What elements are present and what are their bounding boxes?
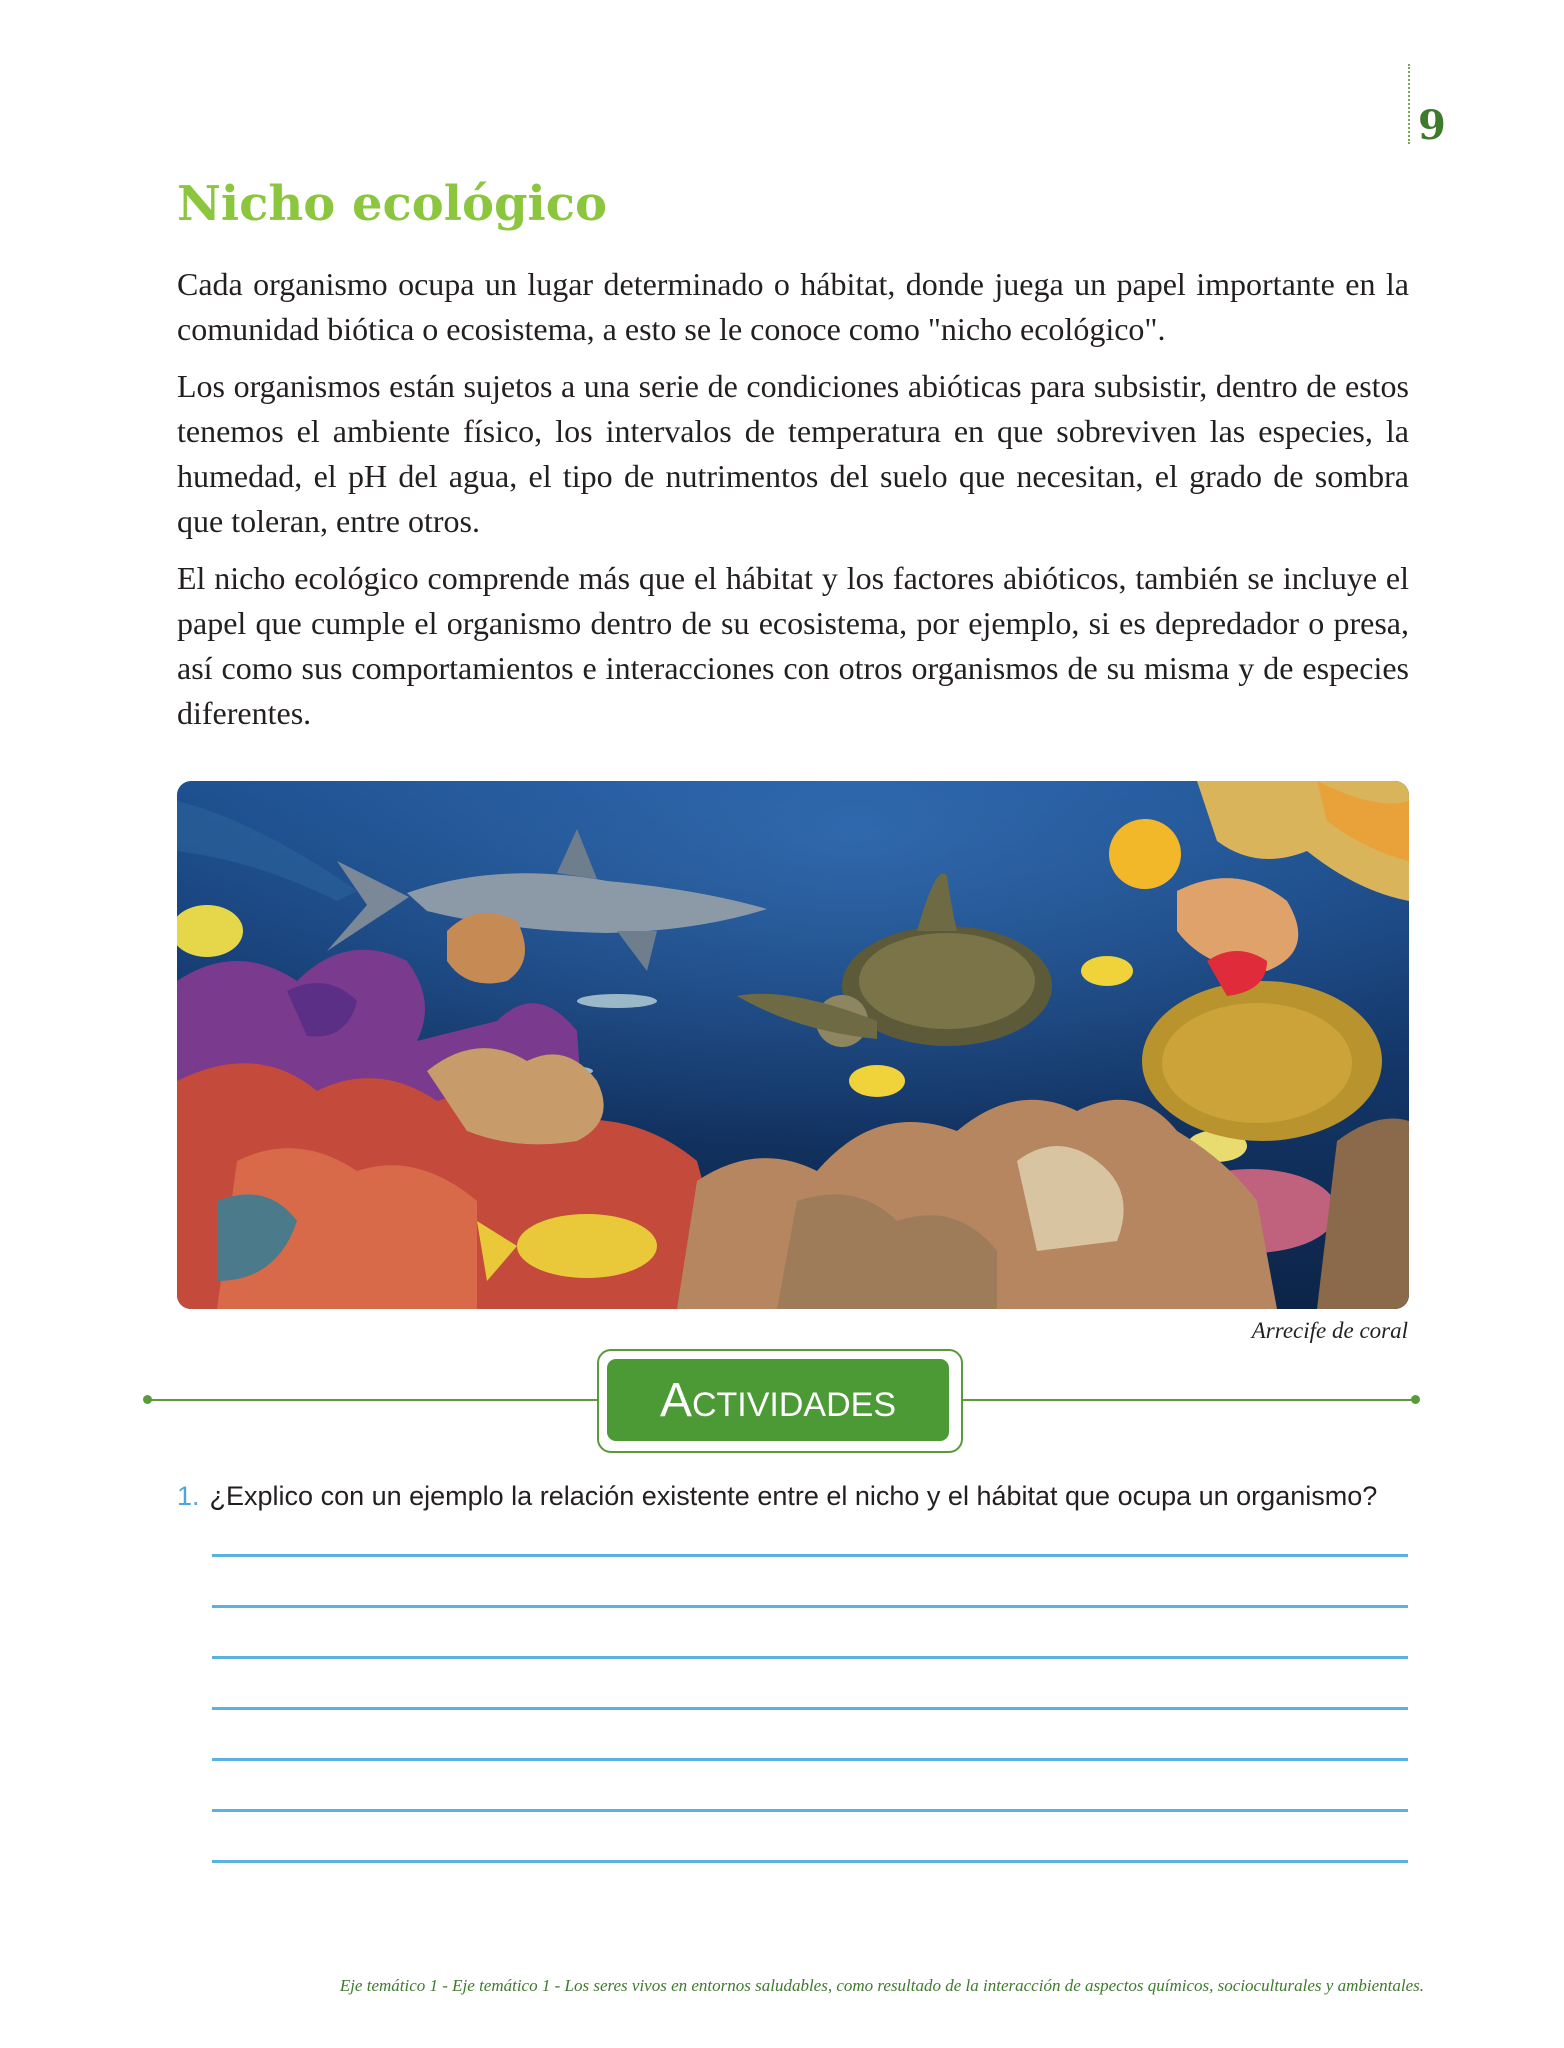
answer-line[interactable] — [212, 1809, 1408, 1812]
activities-heading: Actividades — [607, 1359, 949, 1441]
paragraph-1: Cada organismo ocupa un lugar determinado o hábitat, donde juega un papel importante en la comunidad biótica o ecosistema, a esto se le conoce como "nicho ecológico". — [177, 266, 1409, 347]
answer-lines[interactable] — [212, 1554, 1408, 1911]
answer-line[interactable] — [212, 1707, 1408, 1710]
paragraph-3: El nicho ecológico comprende más que el hábitat y los factores abióticos, también se incluye el papel que cumple el organismo dentro de su ecosistema, por ejemplo, si es depredador o presa, así como sus comportamientos e interacciones con otros organismos de su misma y de especies diferentes. — [177, 560, 1409, 731]
page-footer: Eje temático 1 - Eje temático 1 - Los seres vivos en entornos saludables, como resultado de la interacción de aspectos químicos, socioculturales y ambientales. — [339, 1976, 1424, 1995]
paragraph-2: Los organismos están sujetos a una serie de condiciones abióticas para subsistir, dentro de estos tenemos el ambiente físico, los intervalos de temperatura en que sobreviven las especies, la humedad, el pH del agua, el tipo de nutrimentos del suelo que necesitan, el grado de sombra que toleran, entre otros. — [177, 368, 1409, 539]
section-title: Nicho ecológico — [177, 176, 608, 232]
page-number-rule — [1408, 64, 1410, 144]
question-number: 1. — [177, 1481, 200, 1511]
answer-line[interactable] — [212, 1656, 1408, 1659]
answer-line[interactable] — [212, 1860, 1408, 1863]
coral-reef-illustration — [177, 781, 1409, 1309]
question-text: ¿Explico con un ejemplo la relación existente entre el nicho y el hábitat que ocupa un organismo? — [209, 1481, 1378, 1511]
page-number: 9 — [1418, 102, 1446, 149]
answer-line[interactable] — [212, 1605, 1408, 1608]
figure-caption: Arrecife de coral — [1251, 1318, 1408, 1343]
coral-reef-photo — [177, 781, 1409, 1309]
answer-line[interactable] — [212, 1758, 1408, 1761]
divider-dot-left — [143, 1395, 152, 1404]
question-1 — [177, 1481, 1427, 1512]
body-text — [177, 262, 1409, 748]
divider-dot-right — [1411, 1395, 1420, 1404]
answer-line[interactable] — [212, 1554, 1408, 1557]
